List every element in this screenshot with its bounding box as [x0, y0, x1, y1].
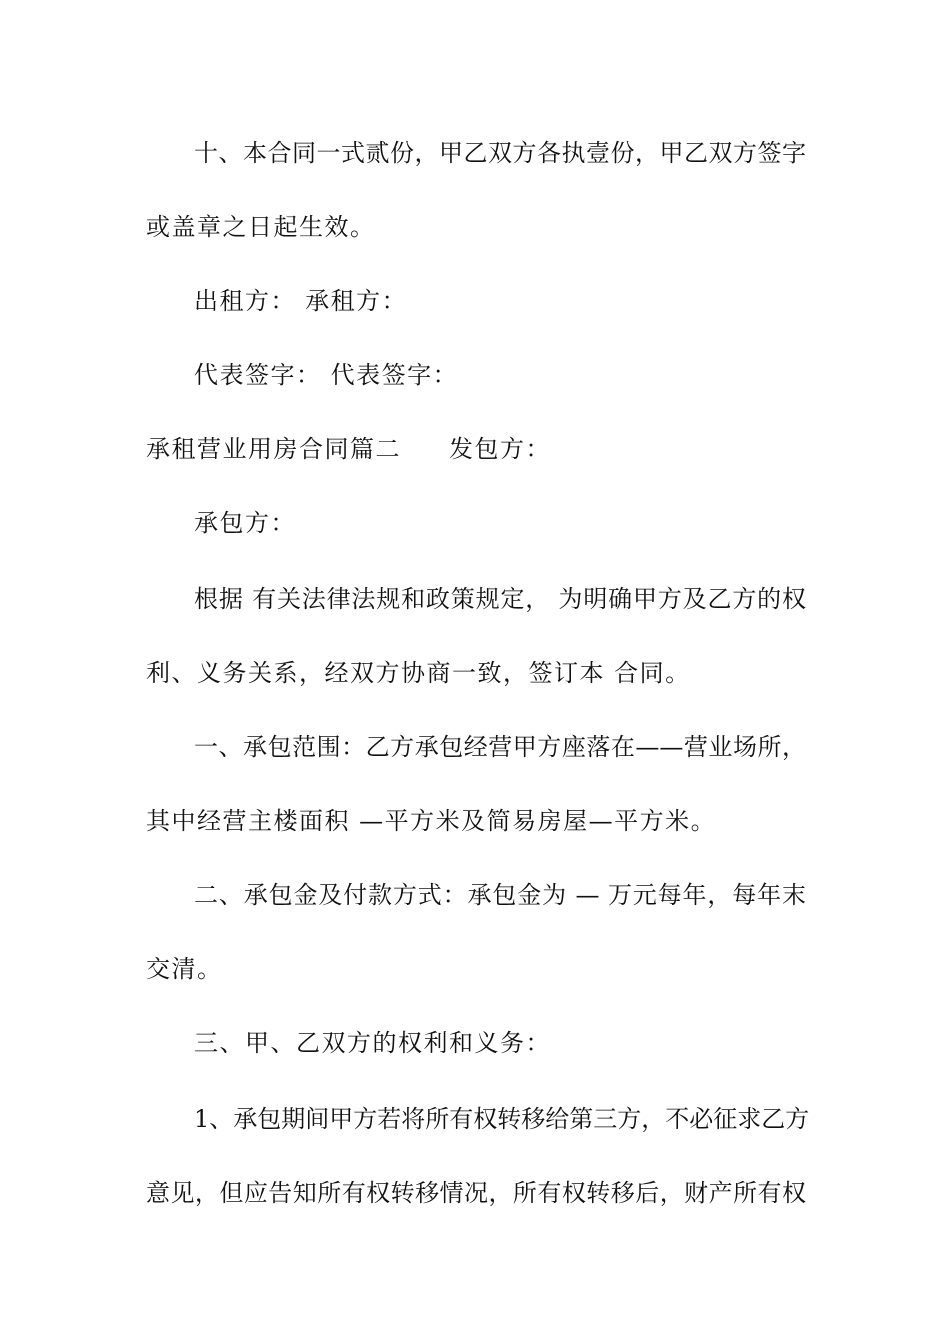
clause-1-line-2: 其中经营主楼面积 —平方米及简易房屋—平方米。 [146, 807, 717, 835]
clause-3-heading: 三、甲、乙双方的权利和义务： [194, 1029, 551, 1057]
preamble-line-1: 根据 有关法律法规和政策规定， 为明确甲方及乙方的权 [194, 585, 806, 613]
clause-3-item-1-line-1: 1、承包期间甲方若将所有权转移给第三方，不必征求乙方 [194, 1105, 810, 1133]
preamble-line-2: 利、义务关系，经双方协商一致，签订本 合同。 [146, 659, 691, 687]
contractor-label: 发包方： [449, 435, 551, 463]
section-heading-line [146, 434, 806, 464]
section-title: 承租营业用房合同篇二 [146, 435, 401, 463]
signature-line: 代表签字： 代表签字： [194, 361, 459, 389]
clause-2-line-1: 二、承包金及付款方式：承包金为 — 万元每年，每年末 [194, 881, 806, 909]
lessor-lessee-line: 出租方： 承租方： [194, 287, 408, 315]
clause-10-line-1: 十、本合同一式贰份，甲乙双方各执壹份，甲乙双方签字 [194, 139, 806, 167]
clause-2-line-2: 交清。 [146, 955, 223, 983]
clause-1-line-1: 一、承包范围：乙方承包经营甲方座落在——营业场所， [194, 733, 806, 761]
contractee-line: 承包方： [194, 509, 296, 537]
clause-3-item-1-line-2: 意见，但应告知所有权转移情况，所有权转移后，财产所有权 [146, 1179, 806, 1207]
clause-10-line-2: 或盖章之日起生效。 [146, 213, 376, 241]
